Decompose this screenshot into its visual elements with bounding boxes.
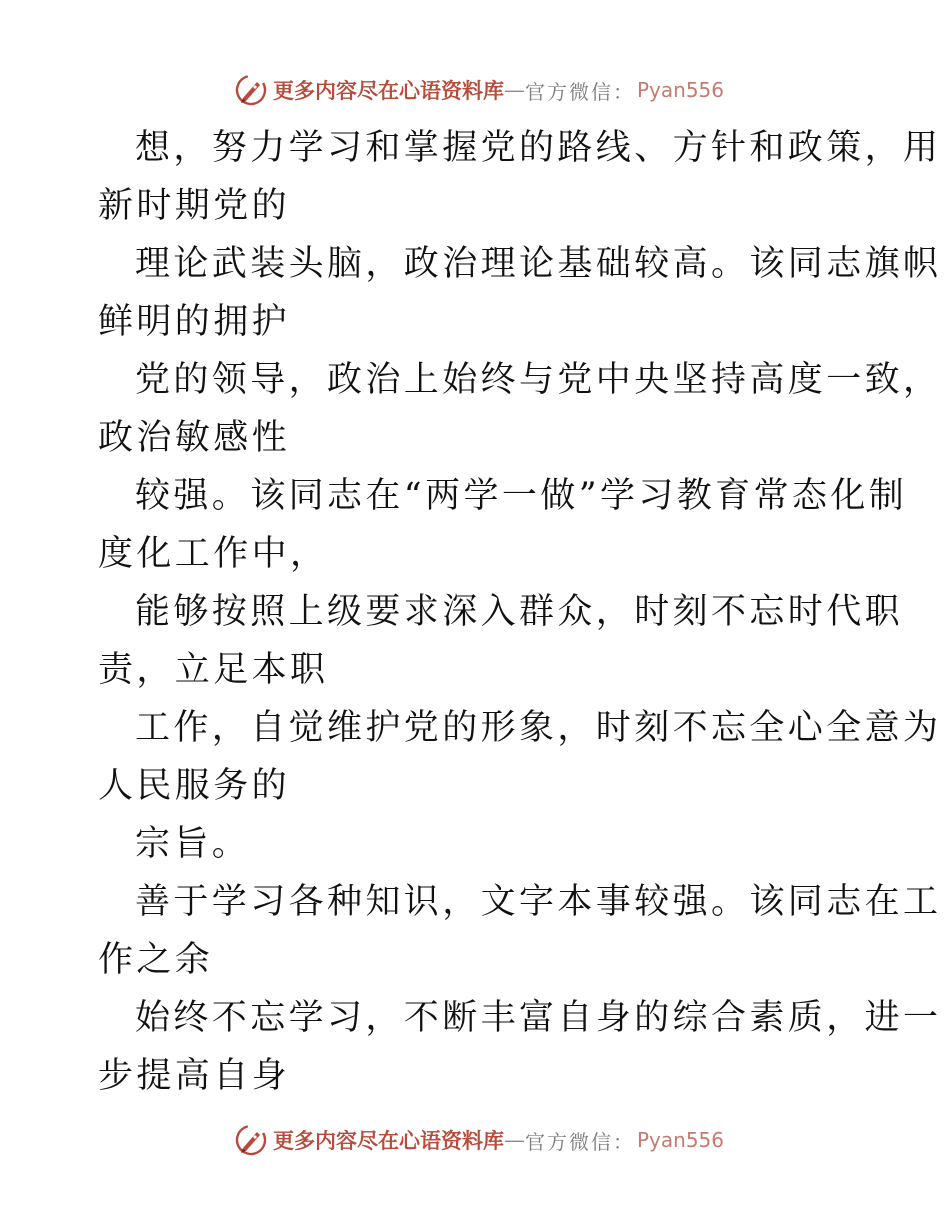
paragraph-line: 能够按照上级要求深入群众，时刻不忘时代职	[135, 592, 904, 632]
paragraph-line: 新时期党的	[98, 186, 291, 226]
paragraph-line: 作之余	[98, 940, 214, 980]
wechat-id: Pyan556	[637, 78, 725, 102]
pen-circle-logo-icon	[233, 1122, 269, 1158]
paragraph-line: 工作，自觉维护党的形象，时刻不忘全心全意为	[135, 708, 942, 748]
wechat-id: Pyan556	[637, 1128, 725, 1152]
header-banner	[233, 72, 724, 108]
paragraph-line: 度化工作中，	[98, 534, 329, 574]
brand-text: 更多内容尽在心语资料库	[273, 1128, 504, 1153]
paragraph-line: 始终不忘学习，不断丰富自身的综合素质，进一	[135, 998, 942, 1038]
paragraph-line: 善于学习各种知识，文字本事较强。该同志在工	[135, 882, 942, 922]
paragraph-line: 责，立足本职	[98, 650, 329, 690]
banner-dash: —	[504, 1128, 525, 1152]
paragraph-line: 理论武装头脑，政治理论基础较高。该同志旗帜	[135, 244, 942, 284]
wechat-label: 官方微信：	[525, 79, 635, 104]
paragraph-line: 党的领导，政治上始终与党中央坚持高度一致，	[135, 360, 942, 400]
wechat-label: 官方微信：	[525, 1129, 635, 1154]
paragraph-line: 较强。该同志在“两学一做”学习教育常态化制	[135, 476, 908, 516]
brand-text: 更多内容尽在心语资料库	[273, 78, 504, 103]
paragraph-line: 宗旨。	[135, 824, 251, 864]
footer-banner	[233, 1122, 724, 1158]
paragraph-line: 鲜明的拥护	[98, 302, 291, 342]
paragraph-line: 想，努力学习和掌握党的路线、方针和政策，用	[135, 128, 942, 168]
paragraph-line: 人民服务的	[98, 766, 291, 806]
paragraph-line: 步提高自身	[98, 1056, 291, 1096]
banner-dash: —	[504, 78, 525, 102]
pen-circle-logo-icon	[233, 72, 269, 108]
paragraph-line: 政治敏感性	[98, 418, 291, 458]
